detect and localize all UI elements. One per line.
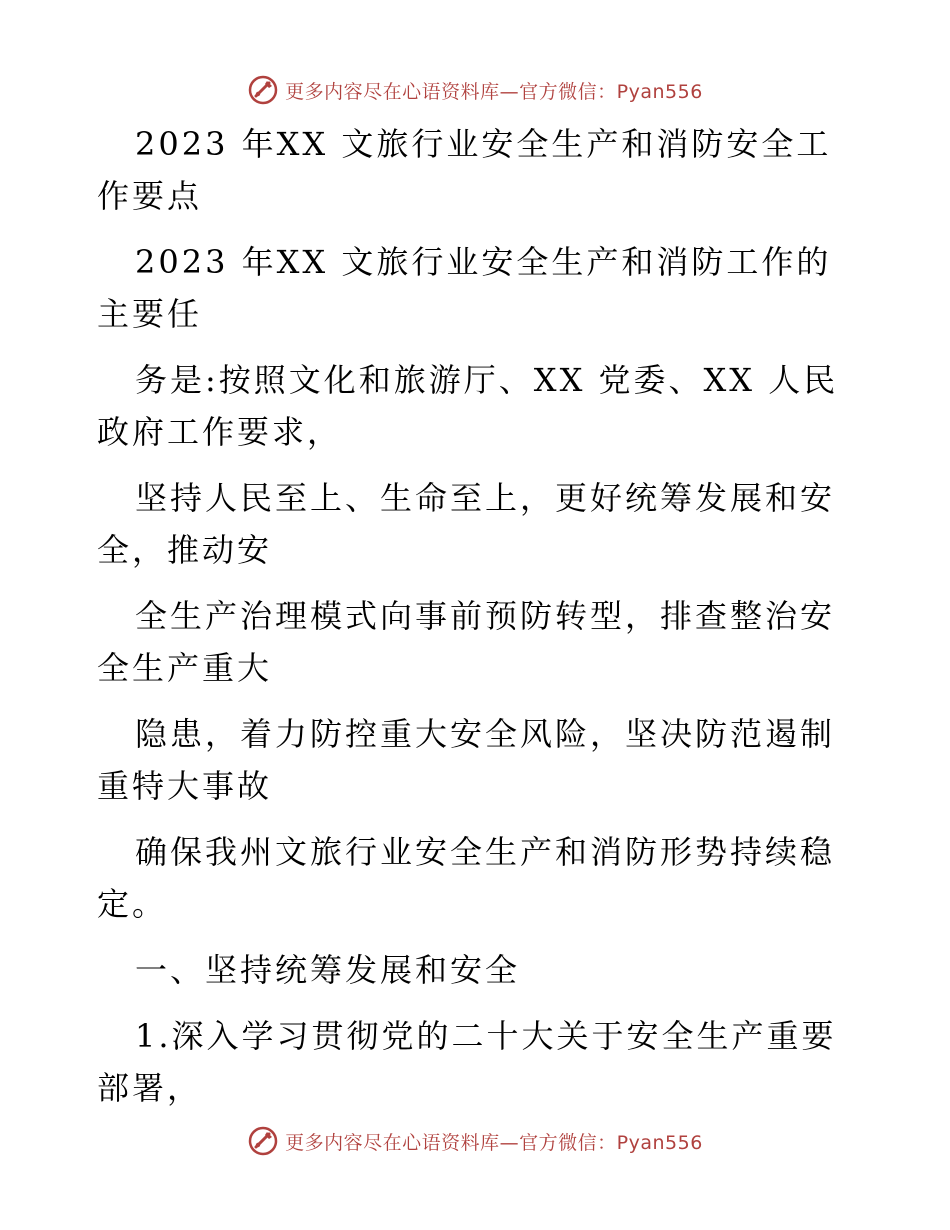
paragraph-2: 务是:按照文化和旅游厅、XX 党委、XX 人民政府工作要求，	[97, 361, 839, 451]
paragraph-6: 确保我州文旅行业安全生产和消防形势持续稳定。	[97, 833, 836, 923]
header-watermark	[0, 70, 950, 110]
paragraph-3: 坚持人民至上、生命至上，更好统筹发展和安全，推动安	[97, 479, 836, 569]
document-body	[97, 118, 857, 1114]
footer-watermark-text: 更多内容尽在心语资料库—官方微信：Pyan556	[285, 1131, 703, 1154]
paragraph-4: 全生产治理模式向事前预防转型，排查整治安全生产重大	[97, 597, 836, 687]
document-title: 2023 年XX 文旅行业安全生产和消防安全工作要点	[97, 125, 832, 215]
paragraph-7: 1.深入学习贯彻党的二十大关于安全生产重要部署，	[97, 1017, 837, 1107]
seal-logo-icon	[247, 74, 279, 106]
paragraph-1: 2023 年XX 文旅行业安全生产和消防工作的主要任	[97, 243, 832, 333]
seal-logo-icon	[247, 1125, 279, 1157]
section-heading-1: 一、坚持统筹发展和安全	[135, 951, 521, 989]
header-watermark-text: 更多内容尽在心语资料库—官方微信：Pyan556	[285, 80, 703, 103]
footer-watermark	[0, 1121, 950, 1161]
paragraph-5: 隐患，着力防控重大安全风险，坚决防范遏制重特大事故	[97, 715, 836, 805]
